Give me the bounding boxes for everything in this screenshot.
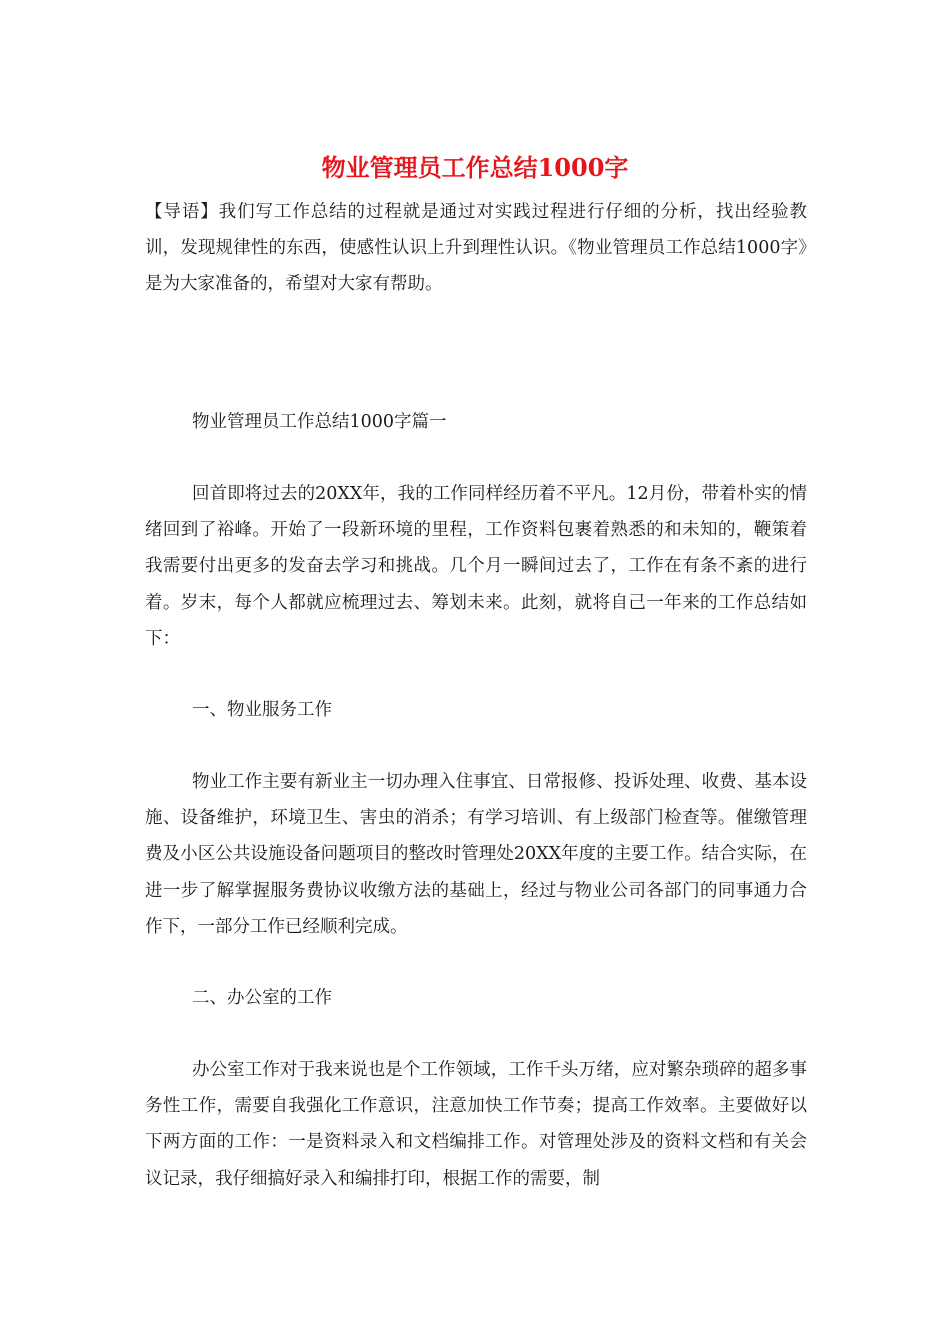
section-heading-1: 一、物业服务工作 (192, 700, 332, 720)
body-paragraph-2: 物业工作主要有新业主一切办理入住事宜、日常报修、投诉处理、收费、基本设施、设备维护，环境卫生、害虫的消杀；有学习培训、有上级部门检查等。催缴管理费及小区公共设施设备问题项目的整改时管理处20XX年度的主要工作。结合实际，在进一步了解掌握服务费协议收缴方法的基础上，经过与物业公司各部门的同事通力合作下，一部分工作已经顺利完成。 (145, 772, 807, 937)
part-heading: 物业管理员工作总结1000字篇一 (192, 412, 447, 432)
document-title: 物业管理员工作总结1000字 (321, 153, 629, 182)
body-paragraph-3: 办公室工作对于我来说也是个工作领域，工作千头万绪，应对繁杂琐碎的超多事务性工作，需要自我强化工作意识，注意加快工作节奏；提高工作效率。主要做好以下两方面的工作：一是资料录入和文档编排工作。对管理处涉及的资料文档和有关会议记录，我仔细搞好录入和编排打印，根据工作的需要，制 (145, 1060, 807, 1189)
section-heading-2: 二、办公室的工作 (192, 988, 332, 1008)
intro-paragraph: 【导语】我们写工作总结的过程就是通过对实践过程进行仔细的分析，找出经验教训，发现规律性的东西，使感性认识上升到理性认识。《物业管理员工作总结1000字》是为大家准备的，希望对大家有帮助。 (145, 202, 807, 295)
body-paragraph-1: 回首即将过去的20XX年，我的工作同样经历着不平凡。12月份，带着朴实的情绪回到了裕峰。开始了一段新环境的里程，工作资料包裹着熟悉的和未知的，鞭策着我需要付出更多的发奋去学习和挑战。几个月一瞬间过去了，工作在有条不紊的进行着。岁末，每个人都就应梳理过去、筹划未来。此刻，就将自己一年来的工作总结如下： (145, 484, 807, 649)
